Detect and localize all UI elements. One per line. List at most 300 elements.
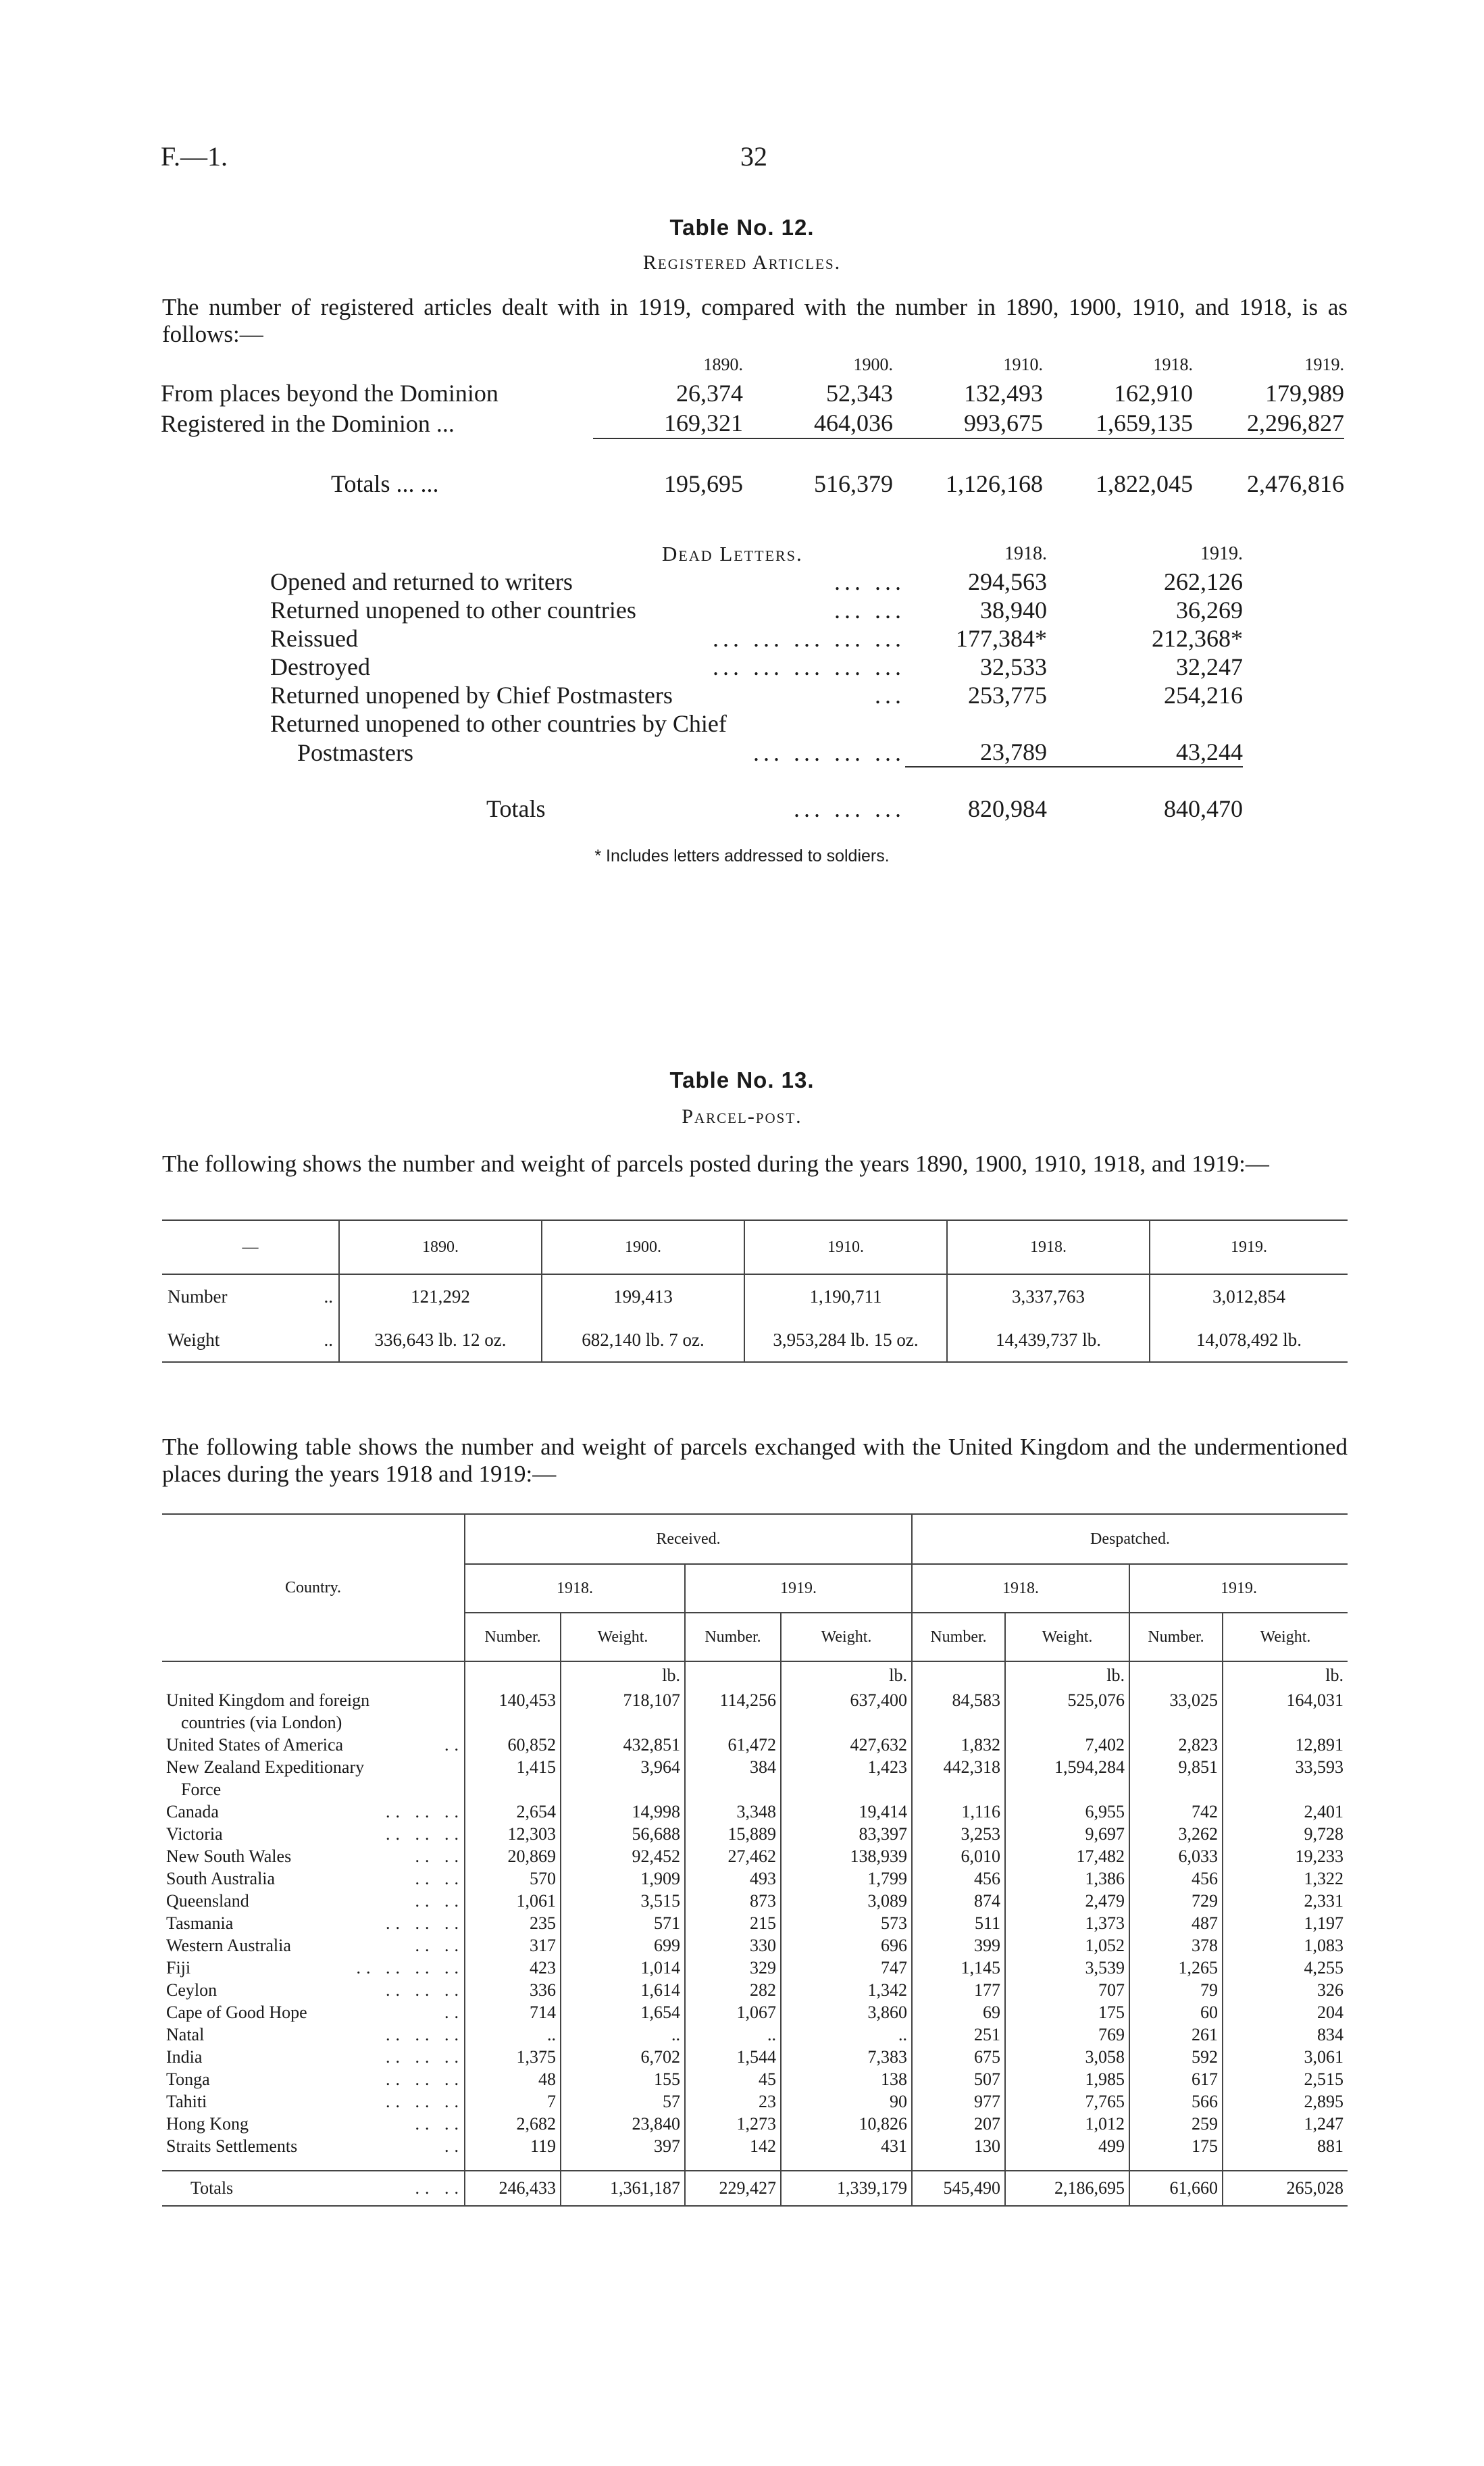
cell: .. [685,2023,781,2046]
despatched-1919: 1919. [1129,1564,1348,1613]
table-row [162,1912,1348,1934]
leader-dots: .. .. .. [386,2024,464,2044]
total-cell: 195,695 [664,470,743,497]
year-header-row [161,351,1344,378]
table-row [162,1934,1348,1957]
cell: 1,342 [781,1979,912,2001]
table-row [162,1801,1348,1823]
cell: 1,386 [1005,1867,1129,1890]
cell: 993,675 [964,409,1043,436]
leader-dots: .. .. [415,1935,464,1955]
year-1900: 1900. [542,1220,744,1274]
leader-dots: .. .. .. [386,1801,464,1821]
cell: 92,452 [561,1845,685,1867]
country-cell [162,2090,465,2113]
country-name: Western Australia [166,1935,291,1955]
cell: 207 [912,2113,1005,2135]
cell: 1,012 [1005,2113,1129,2135]
table12-title: Table No. 12. [669,215,815,240]
table12-subtitle: Registered Articles. [642,251,842,274]
cell: 20,869 [465,1845,561,1867]
cell: 83,397 [781,1823,912,1845]
cell: 282 [685,1979,781,2001]
cell: 142 [685,2135,781,2157]
year-1918: 1918. [1153,355,1193,374]
country-name: Cape of Good Hope [166,2002,307,2022]
cell [1223,1778,1348,1801]
cell: 69 [912,2001,1005,2023]
cell: 873 [685,1890,781,1912]
cell: 1,273 [685,2113,781,2135]
cell: 1,415 [465,1756,561,1778]
country-cell [162,2046,465,2068]
cell: 212,368* [1152,625,1243,652]
cell: 17,482 [1005,1845,1129,1867]
table-row [162,1890,1348,1912]
cell: 9,851 [1129,1756,1223,1778]
table14-intro: The following table shows the number and weight of parcels exchanged with the United Kingdom and the undermentioned places during the years 1918 and 1919:— [162,1434,1348,1487]
country-cell [162,2068,465,2090]
cell: 33,025 [1129,1689,1223,1711]
cell: 23,789 [980,738,1047,765]
cell: 336,643 lb. 12 oz. [339,1318,542,1362]
leader-dots: .. .. .. [386,1823,464,1844]
cell: 2,654 [465,1801,561,1823]
cell: 1,985 [1005,2068,1129,2090]
cell: 52,343 [826,380,893,407]
cell: 511 [912,1912,1005,1934]
col-number: Number. [685,1613,781,1661]
cell: 215 [685,1912,781,1934]
cell [781,1711,912,1734]
table-row [162,1957,1348,1979]
totals-row [270,795,1243,823]
cell: 427,632 [781,1734,912,1756]
cell [1129,1711,1223,1734]
cell: 317 [465,1934,561,1957]
cell: 1,067 [685,2001,781,2023]
row-label [270,681,905,709]
cell: 573 [781,1912,912,1934]
dead-letters-title: Dead Letters. [662,542,803,565]
year-1919: 1919. [1200,543,1243,564]
dead-letters-header [270,540,1243,568]
cell: 1,061 [465,1890,561,1912]
table-row [162,2113,1348,2135]
received-1919: 1919. [685,1564,912,1613]
country-cell [162,2113,465,2135]
leader-dots: ... ... ... ... [753,738,905,766]
cell: 7,765 [1005,2090,1129,2113]
col-number: Number. [1129,1613,1223,1661]
cell: 259 [1129,2113,1223,2135]
dead-letters-table [270,540,1243,823]
total-cell: 840,470 [1164,795,1243,822]
cell: 384 [685,1756,781,1778]
total-cell: 1,339,179 [781,2171,912,2206]
leader-dots: .. .. [415,2113,464,2134]
country-header: Country. [162,1514,465,1661]
table-row [162,2135,1348,2157]
cell: 571 [561,1912,685,1934]
cell: 487 [1129,1912,1223,1934]
cell: 19,233 [1223,1845,1348,1867]
total-cell: 2,476,816 [1247,470,1344,497]
cell: 140,453 [465,1689,561,1711]
table-row [161,408,1344,438]
cell: 1,083 [1223,1934,1348,1957]
cell: 84,583 [912,1689,1005,1711]
table13-title: Table No. 13. [669,1067,815,1092]
country-cell [162,1823,465,1845]
cell: 33,593 [1223,1756,1348,1778]
cell: 1,145 [912,1957,1005,1979]
cell: 1,614 [561,1979,685,2001]
leader-dots: .. [324,1286,333,1307]
cell: 637,400 [781,1689,912,1711]
cell: 4,255 [1223,1957,1348,1979]
year-1890: 1890. [703,355,743,374]
row-label [162,1318,339,1362]
leader-dots: .. [444,2002,464,2022]
cell: 1,247 [1223,2113,1348,2135]
table-body [162,1689,1348,2157]
leader-dots: .. .. .. [386,1913,464,1933]
country-name: Canada [166,1801,219,1821]
country-name: South Australia [166,1868,276,1888]
year-1890: 1890. [339,1220,542,1274]
cell: 682,140 lb. 7 oz. [542,1318,744,1362]
cell: 36,269 [1176,597,1243,624]
cell: 3,089 [781,1890,912,1912]
cell: 57 [561,2090,685,2113]
country-name: New Zealand Expeditionary [166,1757,365,1777]
cell [561,1778,685,1801]
cell: 162,910 [1114,380,1193,407]
cell: 19,414 [781,1801,912,1823]
country-name: Queensland [166,1890,249,1911]
cell: 617 [1129,2068,1223,2090]
country-cell [162,1689,465,1711]
leader-dots: ... ... ... [794,795,905,822]
cell: 3,860 [781,2001,912,2023]
table-row [162,2068,1348,2090]
leader-dots: .. .. .. .. [356,1957,464,1978]
cell: 204 [1223,2001,1348,2023]
cell: 138 [781,2068,912,2090]
cell: 464,036 [814,409,893,436]
total-cell: 246,433 [465,2171,561,2206]
cell: 132,493 [964,380,1043,407]
cell: 566 [1129,2090,1223,2113]
cell: 155 [561,2068,685,2090]
cell: 175 [1129,2135,1223,2157]
label-text: Returned unopened to other countries [270,597,636,624]
cell: 2,823 [1129,1734,1223,1756]
year-1900: 1900. [853,355,893,374]
cell: 432,851 [561,1734,685,1756]
cell: .. [561,2023,685,2046]
table-row [270,653,1243,681]
table-row [162,1318,1348,1362]
cell [912,1711,1005,1734]
label-text: Weight [168,1329,220,1350]
cell: 2,895 [1223,2090,1348,2113]
country-cell [162,1756,465,1778]
cell: 834 [1223,2023,1348,2046]
country-cell [162,1957,465,1979]
cell: 718,107 [561,1689,685,1711]
cell: 294,563 [968,568,1047,595]
cell: 9,728 [1223,1823,1348,1845]
table-row [270,738,1243,767]
cell: 90 [781,2090,912,2113]
cell: 3,539 [1005,1957,1129,1979]
leader-dots: .. .. .. [386,2046,464,2067]
cell: .. [781,2023,912,2046]
cell [912,1778,1005,1801]
row-label [162,1274,339,1318]
year-1919: 1919. [1150,1220,1348,1274]
cell: 6,955 [1005,1801,1129,1823]
cell: 499 [1005,2135,1129,2157]
cell: 32,247 [1176,653,1243,680]
country-name: United States of America [166,1734,344,1755]
table-row [162,1734,1348,1756]
year-1918: 1918. [1004,543,1047,564]
table-row [162,1711,1348,1734]
col-weight: Weight. [1223,1613,1348,1661]
table-row [162,1756,1348,1778]
unit-label: lb. [561,1661,685,1689]
country-cell [162,1890,465,1912]
cell: 1,116 [912,1801,1005,1823]
cell: 14,078,492 lb. [1150,1318,1348,1362]
cell: 3,253 [912,1823,1005,1845]
cell: 729 [1129,1890,1223,1912]
received-header: Received. [465,1514,912,1564]
leader-dots: .. [324,1329,333,1350]
cell: 56,688 [561,1823,685,1845]
country-cell [162,1801,465,1823]
cell: 138,939 [781,1845,912,1867]
country-cell [162,1711,465,1734]
row-label [270,568,905,596]
unit-label: lb. [1005,1661,1129,1689]
cell: 254,216 [1164,682,1243,709]
totals-label: Totals [190,2178,234,2198]
total-cell: 1,822,045 [1096,470,1193,497]
country-cell [162,2001,465,2023]
cell: 10,826 [781,2113,912,2135]
cell: 1,594,284 [1005,1756,1129,1778]
unit-label: lb. [781,1661,912,1689]
unit-label: lb. [1223,1661,1348,1689]
cell: 1,799 [781,1867,912,1890]
country-cell [162,1845,465,1867]
cell: 177 [912,1979,1005,2001]
cell: 326 [1223,1979,1348,2001]
country-cell [162,2135,465,2157]
cell: .. [465,2023,561,2046]
cell: 1,654 [561,2001,685,2023]
table-row [162,1274,1348,1318]
country-cell [162,1912,465,1934]
cell: 179,989 [1265,380,1344,407]
country-cell [162,1934,465,1957]
cell: 399 [912,1934,1005,1957]
label-text: Opened and returned to writers [270,568,573,595]
cell: 164,031 [1223,1689,1348,1711]
cell: 7,383 [781,2046,912,2068]
leader-dots: .. .. .. [386,1980,464,2000]
cell: 261 [1129,2023,1223,2046]
cell: 3,515 [561,1890,685,1912]
cell [1223,1711,1348,1734]
despatched-1918: 1918. [912,1564,1129,1613]
cell: 1,014 [561,1957,685,1979]
cell: 977 [912,2090,1005,2113]
cell: 2,479 [1005,1890,1129,1912]
cell: 48 [465,2068,561,2090]
table-row [162,2023,1348,2046]
cell: 699 [561,1934,685,1957]
parcels-exchanged-table [162,1513,1348,2207]
label-text: Postmasters [297,738,414,766]
totals-label: Totals [486,795,546,822]
cell [685,1711,781,1734]
cell: 199,413 [542,1274,744,1318]
col-number: Number. [912,1613,1005,1661]
cell: 570 [465,1867,561,1890]
unit-row [162,1661,1348,1689]
cell: 3,012,854 [1150,1274,1348,1318]
country-cell [162,1867,465,1890]
cell: 2,296,827 [1247,409,1344,436]
total-cell: 820,984 [968,795,1047,822]
cell: 175 [1005,2001,1129,2023]
leader-dots: .. .. [415,1846,464,1866]
leader-dots: .. .. [415,2178,464,2198]
table-row [270,709,1243,738]
cell: 747 [781,1957,912,1979]
cell: 442,318 [912,1756,1005,1778]
table-row [270,568,1243,596]
cell: 235 [465,1912,561,1934]
page-number: 32 [740,141,767,172]
row-label [270,738,905,767]
cell [1005,1711,1129,1734]
cell: 3,058 [1005,2046,1129,2068]
page-reference: F.—1. [161,141,228,172]
cell: 61,472 [685,1734,781,1756]
total-cell: 61,660 [1129,2171,1223,2206]
table13-subtitle: Parcel-post. [682,1105,802,1128]
cell: 1,544 [685,2046,781,2068]
col-weight: Weight. [781,1613,912,1661]
total-cell: 265,028 [1223,2171,1348,2206]
cell: 525,076 [1005,1689,1129,1711]
cell: 592 [1129,2046,1223,2068]
cell: 15,889 [685,1823,781,1845]
cell: 1,052 [1005,1934,1129,1957]
cell: 6,033 [1129,1845,1223,1867]
cell: 2,515 [1223,2068,1348,2090]
cell: 769 [1005,2023,1129,2046]
cell [465,1778,561,1801]
cell: 507 [912,2068,1005,2090]
cell: 177,384* [956,625,1047,652]
group-header-row [162,1514,1348,1564]
cell: 253,775 [968,682,1047,709]
cell: 456 [912,1867,1005,1890]
cell: 707 [1005,1979,1129,2001]
cell: 1,423 [781,1756,912,1778]
country-cell [162,1734,465,1756]
cell: 397 [561,2135,685,2157]
total-cell: 229,427 [685,2171,781,2206]
cell: 38,940 [980,597,1047,624]
cell: 456 [1129,1867,1223,1890]
cell: 12,891 [1223,1734,1348,1756]
cell: 1,373 [1005,1912,1129,1934]
total-cell: 1,126,168 [946,470,1043,497]
header-row [162,1220,1348,1274]
leader-dots: .. .. [415,1890,464,1911]
row-label [270,624,905,653]
year-1919: 1919. [1304,355,1344,374]
table-row [162,1979,1348,2001]
table-row [162,2046,1348,2068]
cell: 79 [1129,1979,1223,2001]
leader-dots: .. .. [415,1868,464,1888]
cell: 45 [685,2068,781,2090]
cell: 23,840 [561,2113,685,2135]
label-text: Reissued [270,625,358,652]
cell: 714 [465,2001,561,2023]
totals-label: Totals ... ... [331,470,439,497]
cell: 7,402 [1005,1734,1129,1756]
totals-row [162,2171,1348,2206]
cell: 6,010 [912,1845,1005,1867]
leader-dots: .. .. .. [386,2091,464,2111]
label-text: Number [168,1286,228,1307]
cell: 3,348 [685,1801,781,1823]
despatched-header: Despatched. [912,1514,1348,1564]
total-cell: 2,186,695 [1005,2171,1129,2206]
cell: 6,702 [561,2046,685,2068]
cell: 329 [685,1957,781,1979]
year-1918: 1918. [947,1220,1150,1274]
cell: 742 [1129,1801,1223,1823]
cell: 493 [685,1867,781,1890]
cell: 2,401 [1223,1801,1348,1823]
country-name: Natal [166,2024,205,2044]
cell: 2,331 [1223,1890,1348,1912]
table-row [162,1689,1348,1711]
country-name: Force [181,1779,222,1799]
label-text: Returned unopened by Chief Postmasters [270,682,673,709]
table-row [161,378,1344,408]
cell [685,1778,781,1801]
cell: 675 [912,2046,1005,2068]
parcel-post-table [162,1219,1348,1363]
cell: 696 [781,1934,912,1957]
total-cell: 545,490 [912,2171,1005,2206]
cell: 1,190,711 [744,1274,947,1318]
total-cell: 516,379 [814,470,893,497]
country-cell [162,1979,465,2001]
